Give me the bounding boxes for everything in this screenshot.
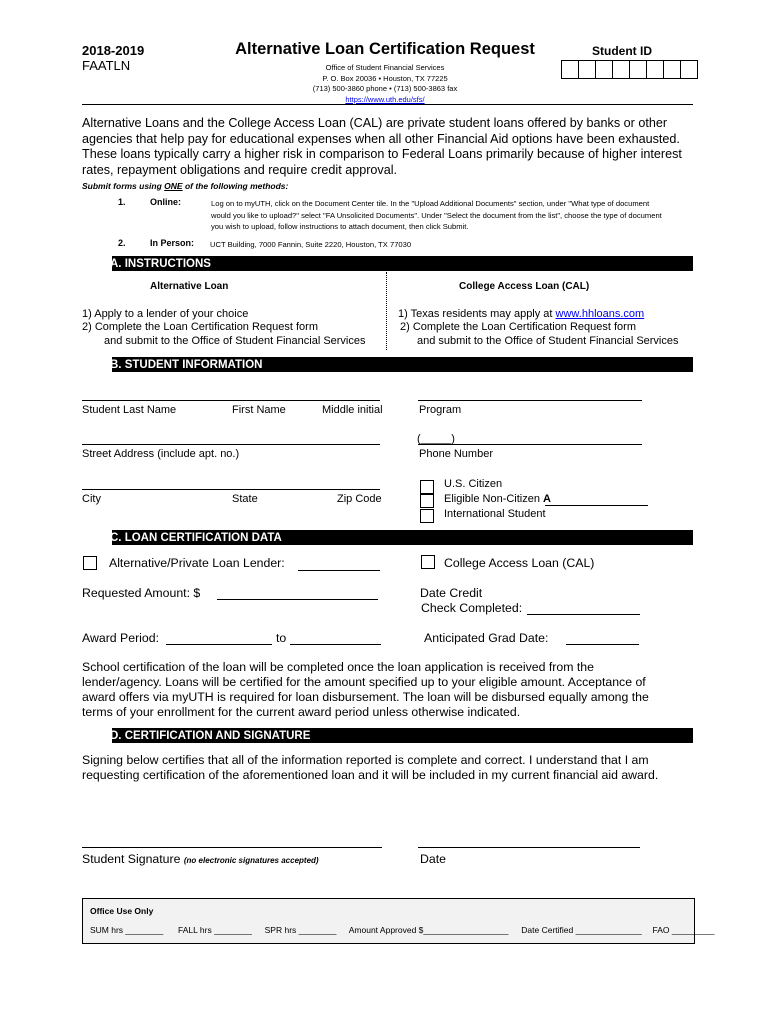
requested-amount-field-line[interactable] xyxy=(217,599,378,600)
eligible-noncitizen-checkbox[interactable] xyxy=(420,494,434,508)
phone-area-code[interactable]: (_____) xyxy=(417,433,455,445)
student-id-digit[interactable] xyxy=(680,60,698,79)
student-id-label: Student ID xyxy=(592,44,652,58)
alt-step-1: 1) Apply to a lender of your choice xyxy=(82,308,249,320)
city-state-zip-line[interactable] xyxy=(82,489,380,490)
cal-heading: College Access Loan (CAL) xyxy=(459,281,590,292)
student-id-digit[interactable] xyxy=(595,60,613,79)
city-label: City xyxy=(82,493,101,505)
student-id-digit[interactable] xyxy=(578,60,596,79)
signature-paragraph: Signing below certifies that all of the information reported is complete and correct. I understand that I am requesting certification of the aforementioned loan and it will be included in my current financial aid award. xyxy=(82,753,659,782)
a-number-field-line[interactable] xyxy=(545,505,648,506)
date-label: Date xyxy=(420,852,446,866)
student-id-digit[interactable] xyxy=(629,60,647,79)
fall-hrs-field[interactable]: FALL hrs ________ xyxy=(178,925,252,935)
intro-paragraph: Alternative Loans and the College Access Loan (CAL) are private student loans offered by banks or other agencies that help pay for educational expenses when all other Financial Aid options have been exhausted. These loans typically carry a higher risk in comparison to Federal Loans primarily because of higher interest rates, repayment obligations and require credit approval. xyxy=(82,116,682,177)
fao-field[interactable]: FAO _________ xyxy=(652,925,715,935)
signature-field-line[interactable] xyxy=(82,847,382,848)
last-name-label: Student Last Name xyxy=(82,404,177,416)
cal-step-1: 1) Texas residents may apply at www.hhloans.com xyxy=(398,308,645,320)
award-period-start-line[interactable] xyxy=(166,644,272,645)
zip-label: Zip Code xyxy=(337,493,382,505)
office-use-fields xyxy=(90,925,714,935)
award-period-end-line[interactable] xyxy=(290,644,381,645)
header-divider xyxy=(82,104,693,105)
grad-date-label: Anticipated Grad Date: xyxy=(424,631,549,645)
spr-hrs-field[interactable]: SPR hrs ________ xyxy=(264,925,337,935)
section-a-header xyxy=(82,256,693,271)
office-phone: (713) 500-3860 phone • (713) 500-3863 fax xyxy=(312,84,458,93)
alt-step-3: and submit to the Office of Student Financial Services xyxy=(104,335,366,347)
cal-checkbox[interactable] xyxy=(421,555,435,569)
middle-initial-label: Middle initial xyxy=(322,404,383,416)
signature-label: Student Signature (no electronic signatures accepted) xyxy=(82,852,319,866)
cal-step-2: 2) Complete the Loan Certification Request form xyxy=(400,321,637,333)
phone-field-line[interactable] xyxy=(418,444,642,445)
us-citizen-label: U.S. Citizen xyxy=(444,478,503,490)
section-d-header xyxy=(82,728,693,743)
street-field-line[interactable] xyxy=(82,444,380,445)
cal-label: College Access Loan (CAL) xyxy=(444,556,595,570)
method-2-name: In Person: xyxy=(150,238,195,248)
section-c-header xyxy=(82,530,693,545)
form-code: FAATLN xyxy=(82,58,131,73)
state-label: State xyxy=(232,493,258,505)
amount-approved-field[interactable]: Amount Approved $__________________ xyxy=(348,925,509,935)
office-name: Office of Student Financial Services xyxy=(325,63,445,72)
office-address: P. O. Box 20036 • Houston, TX 77225 xyxy=(322,73,448,83)
certification-paragraph: School certification of the loan will be completed once the loan application is received from the lender/agency. Loans will be certified for the amount specified up to your eligible amount. Acceptance of award offers via myUTH is required for loan disbursement. The loan will be disbursed equally among the terms of your enrollment for the current award period unless otherwise indicated. xyxy=(82,660,649,719)
student-id-digit[interactable] xyxy=(646,60,664,79)
section-b-header xyxy=(82,357,693,372)
check-completed-label: Check Completed: xyxy=(421,601,523,615)
street-label: Street Address (include apt. no.) xyxy=(82,448,240,460)
check-completed-field-line[interactable] xyxy=(527,614,640,615)
method-1-name: Online: xyxy=(150,197,181,207)
program-field-line[interactable] xyxy=(418,400,642,401)
date-certified-field[interactable]: Date Certified ______________ xyxy=(521,925,642,935)
phone-label: Phone Number xyxy=(419,448,493,460)
date-field-line[interactable] xyxy=(418,847,640,848)
section-b-title: B. STUDENT INFORMATION xyxy=(110,358,263,371)
alt-lender-checkbox[interactable] xyxy=(83,556,97,570)
method-1-text: Log on to myUTH, click on the Document Center tile. In the "Upload Additional Documents" section, under "What type of document would you like to upload?" select "FA Unsolicited Documents". Under "Select the document from the list", choose the type of document you wish to upload, follow instructions to attach document, then click Submit. xyxy=(211,199,662,231)
program-label: Program xyxy=(419,404,462,416)
hhloans-link[interactable]: www.hhloans.com xyxy=(555,308,645,320)
international-label: International Student xyxy=(444,508,546,520)
award-period-to-label: to xyxy=(276,631,287,645)
award-period-label: Award Period: xyxy=(82,631,160,645)
cal-step-3: and submit to the Office of Student Financial Services xyxy=(417,335,679,347)
student-id-digit[interactable] xyxy=(663,60,681,79)
office-use-title: Office Use Only xyxy=(90,906,154,916)
alt-lender-field-line[interactable] xyxy=(298,570,380,571)
method-2-text: UCT Building, 7000 Fannin, Suite 2220, Houston, TX 77030 xyxy=(210,240,412,249)
page-title: Alternative Loan Certification Request xyxy=(235,40,535,58)
student-id-digit[interactable] xyxy=(612,60,630,79)
method-2-number: 2. xyxy=(118,238,126,248)
office-contact xyxy=(230,63,540,105)
section-a-title: A. INSTRUCTIONS xyxy=(110,257,211,270)
form-year: 2018-2019 xyxy=(82,43,145,58)
us-citizen-checkbox[interactable] xyxy=(420,480,434,494)
eligible-noncitizen-label: Eligible Non-Citizen A xyxy=(444,493,551,505)
alt-loan-heading: Alternative Loan xyxy=(150,281,229,292)
first-name-label: First Name xyxy=(232,404,286,416)
international-checkbox[interactable] xyxy=(420,509,434,523)
grad-date-field-line[interactable] xyxy=(566,644,639,645)
section-d-title: D. CERTIFICATION AND SIGNATURE xyxy=(110,729,311,742)
sum-hrs-field[interactable]: SUM hrs ________ xyxy=(90,925,164,935)
office-use-box xyxy=(82,898,715,944)
student-id-field[interactable] xyxy=(562,60,698,79)
section-c-title: C. LOAN CERTIFICATION DATA xyxy=(110,531,282,544)
submit-methods-heading: Submit forms using ONE of the following methods: xyxy=(82,181,289,191)
alt-step-2: 2) Complete the Loan Certification Request form xyxy=(82,321,319,333)
date-credit-label: Date Credit xyxy=(420,586,483,600)
name-field-line[interactable] xyxy=(82,400,380,401)
student-id-digit[interactable] xyxy=(561,60,579,79)
office-website-link[interactable]: https://www.uth.edu/sfs/ xyxy=(345,94,425,104)
alt-lender-label: Alternative/Private Loan Lender: xyxy=(109,556,285,570)
requested-amount-label: Requested Amount: $ xyxy=(82,586,201,600)
method-1-number: 1. xyxy=(118,197,126,207)
column-divider xyxy=(386,272,387,350)
